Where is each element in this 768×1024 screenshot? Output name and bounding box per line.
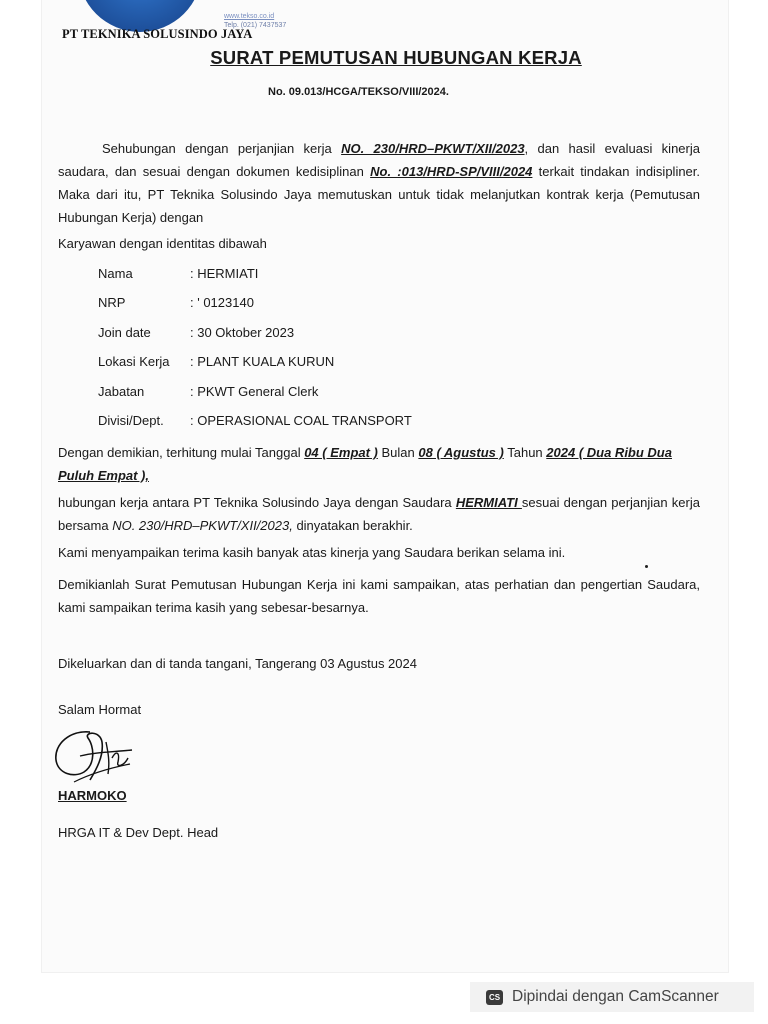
employee-name-ref: HERMIATI bbox=[455, 495, 522, 510]
agreement-reference: NO. 230/HRD–PKWT/XII/2023, bbox=[112, 518, 293, 533]
letter-number: No. 09.013/HCGA/TEKSO/VIII/2024. bbox=[268, 86, 449, 98]
effective-text-2: Bulan bbox=[377, 445, 419, 460]
closing-paragraph: Demikianlah Surat Pemutusan Hubungan Kerja ini kami sampaikan, atas perhatian dan pengertian Saudara, kami sampaikan terima kasih yang sebesar-besarnya. bbox=[58, 577, 700, 615]
effective-day: 04 ( Empat ) bbox=[304, 445, 378, 460]
termination-text-1: hubungan kerja antara PT Teknika Solusindo Jaya dengan Saudara bbox=[58, 495, 456, 510]
camscanner-label: Dipindai dengan CamScanner bbox=[512, 988, 719, 1005]
field-row bbox=[98, 384, 318, 399]
letter-title-wrap bbox=[0, 47, 768, 69]
field-label: Divisi/Dept. bbox=[98, 413, 164, 428]
field-label: Nama bbox=[98, 266, 133, 281]
effective-year: 2024 ( Dua Ribu Dua Puluh Empat ), bbox=[58, 445, 672, 483]
signer-title: HRGA IT & Dev Dept. Head bbox=[58, 825, 219, 840]
camscanner-icon: CS bbox=[486, 990, 503, 1005]
field-row bbox=[98, 325, 294, 340]
field-row bbox=[98, 295, 254, 310]
field-row bbox=[98, 354, 334, 369]
scan-speck bbox=[645, 565, 648, 568]
field-row bbox=[98, 413, 412, 428]
employee-intro: Karyawan dengan identitas dibawah bbox=[58, 236, 267, 251]
intro-paragraph bbox=[58, 137, 700, 229]
letter-title: SURAT PEMUTUSAN HUBUNGAN KERJA bbox=[210, 47, 582, 68]
field-value: : 30 Oktober 2023 bbox=[190, 325, 295, 340]
field-label: Jabatan bbox=[98, 384, 145, 399]
contract-reference: NO. 230/HRD–PKWT/XII/2023 bbox=[341, 141, 525, 156]
company-name: PT TEKNIKA SOLUSINDO JAYA bbox=[62, 27, 253, 41]
field-label: Join date bbox=[98, 325, 151, 340]
effective-month: 08 ( Agustus ) bbox=[418, 445, 504, 460]
company-website: www.tekso.co.id bbox=[224, 13, 275, 20]
discipline-reference: No. :013/HRD-SP/VIII/2024 bbox=[370, 164, 533, 179]
field-value: : ' 0123140 bbox=[190, 295, 254, 310]
issued-line: Dikeluarkan dan di tanda tangani, Tangerang 03 Agustus 2024 bbox=[58, 656, 417, 671]
intro-text-1: Sehubungan dengan perjanjian kerja bbox=[102, 141, 342, 156]
signature-scribble bbox=[50, 722, 142, 788]
termination-paragraph bbox=[58, 491, 700, 537]
effective-text-3: Tahun bbox=[503, 445, 547, 460]
field-value: : PLANT KUALA KURUN bbox=[190, 354, 335, 369]
termination-text-3: dinyatakan berakhir. bbox=[292, 518, 413, 533]
field-label: Lokasi Kerja bbox=[98, 354, 170, 369]
field-value: : HERMIATI bbox=[190, 266, 259, 281]
company-phone: Telp. (021) 7437537 bbox=[224, 22, 287, 29]
field-value: : OPERASIONAL COAL TRANSPORT bbox=[190, 413, 412, 428]
intro-text-3: terkait tindakan indisipliner. Maka dari itu, PT Teknika Solusindo Jaya memutuskan untuk tidak melanjutkan kontrak kerja (Pemutusan Hubungan Kerja) dengan bbox=[58, 164, 701, 225]
field-value: : PKWT General Clerk bbox=[190, 384, 319, 399]
effective-date-paragraph bbox=[58, 441, 700, 487]
termination-text-2: sesuai dengan perjanjian kerja bersama bbox=[58, 495, 700, 533]
signature bbox=[50, 722, 142, 788]
signer-name: HARMOKO bbox=[58, 788, 127, 803]
field-label: NRP bbox=[98, 295, 126, 310]
intro-text-2: , dan hasil evaluasi kinerja saudara, dan sesuai dengan dokumen kedisiplinan bbox=[58, 141, 700, 179]
company-contact bbox=[224, 12, 286, 30]
salutation: Salam Hormat bbox=[58, 702, 142, 717]
effective-text-1: Dengan demikian, terhitung mulai Tanggal bbox=[58, 445, 305, 460]
thanks-paragraph: Kami menyampaikan terima kasih banyak atas kinerja yang Saudara berikan selama ini. bbox=[58, 545, 566, 560]
camscanner-badge bbox=[470, 982, 754, 1012]
field-row bbox=[98, 266, 258, 281]
